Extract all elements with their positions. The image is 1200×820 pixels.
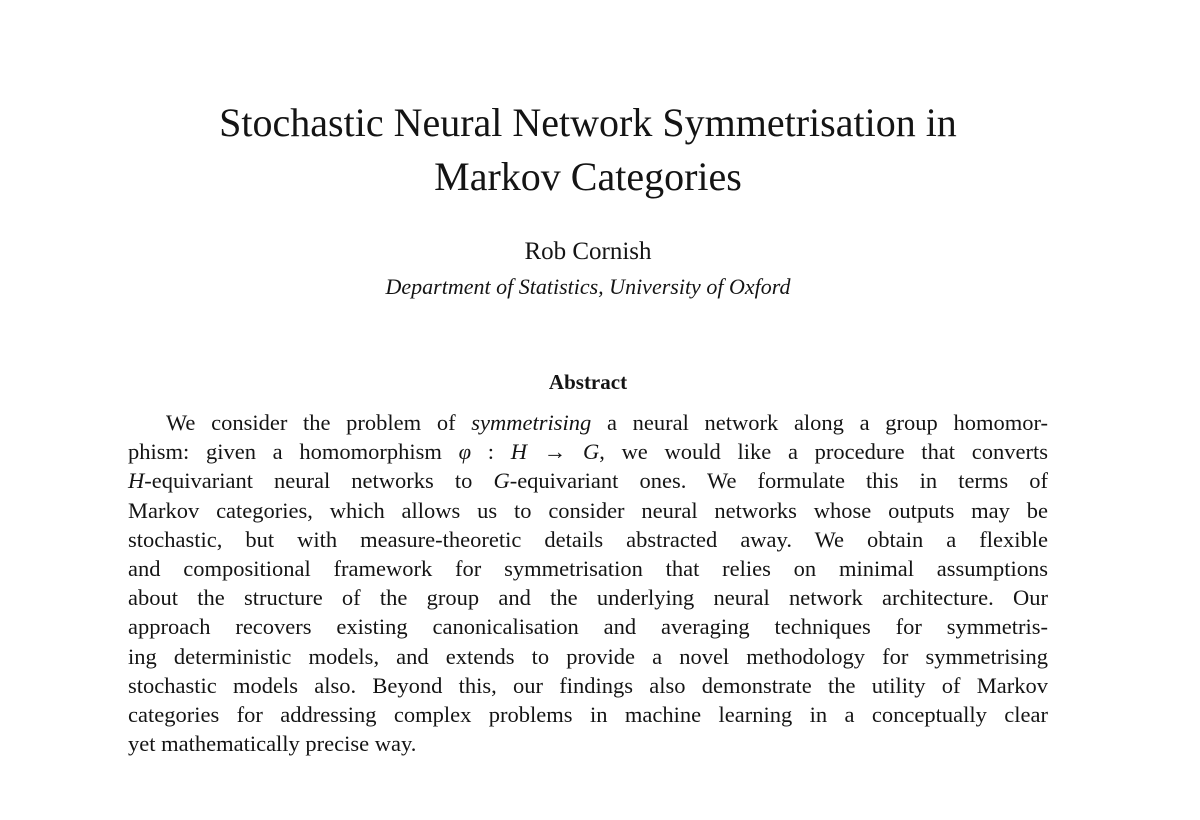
abstract-line: approach recovers existing canonicalisation and averaging techniques for symmetris- (128, 614, 1048, 640)
title-line-2: Markov Categories (434, 154, 742, 199)
abstract-line: stochastic, but with measure-theoretic details abstracted away. We obtain a flexible (128, 526, 1048, 552)
title-line-1: Stochastic Neural Network Symmetrisation in (219, 100, 957, 145)
abstract-heading: Abstract (548, 370, 628, 394)
abstract-line: Markov categories, which allows us to consider neural networks whose outputs may be (128, 497, 1048, 523)
abstract-line: categories for addressing complex problems in machine learning in a conceptually clear (128, 702, 1048, 728)
abstract-line: phism: given a homomorphism φ : H → G, we would like a procedure that converts (128, 439, 1048, 465)
abstract-body (128, 408, 1048, 758)
abstract-line: yet mathematically precise way. (128, 731, 417, 757)
abstract-line: and compositional framework for symmetrisation that relies on minimal assumptions (128, 556, 1048, 582)
abstract-line: stochastic models also. Beyond this, our findings also demonstrate the utility of Markov (128, 672, 1048, 698)
paper-title (0, 96, 1176, 204)
abstract-line: about the structure of the group and the underlying neural network architecture. Our (128, 585, 1048, 611)
abstract-line: H-equivariant neural networks to G-equivariant ones. We formulate this in terms of (128, 468, 1048, 494)
author-affiliation: Department of Statistics, University of Oxford (385, 274, 791, 299)
author-name: Rob Cornish (524, 238, 652, 265)
abstract-line: We consider the problem of symmetrising a neural network along a group homomor- (166, 410, 1049, 435)
abstract-line: ing deterministic models, and extends to provide a novel methodology for symmetrising (128, 643, 1048, 669)
